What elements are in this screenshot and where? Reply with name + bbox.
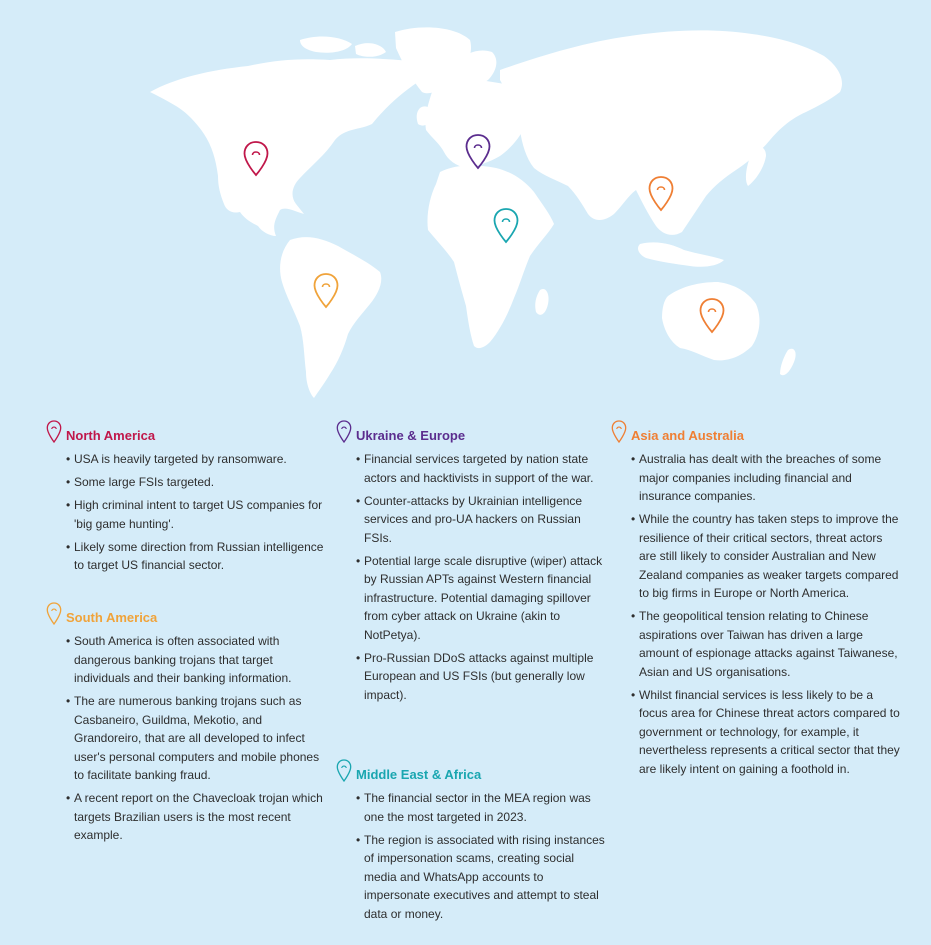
asia-australia-heading-pin-icon xyxy=(611,420,627,444)
south-america-title: South America xyxy=(66,610,158,625)
asia-australia-title: Asia and Australia xyxy=(631,428,744,443)
list-item: • Financial services targeted by nation state actors and hacktivists in support of the war. xyxy=(356,450,606,487)
madagascar-landmass xyxy=(535,289,548,315)
africa-landmass xyxy=(427,165,554,348)
middle-east-africa-heading-pin-icon xyxy=(336,759,352,783)
north-america-heading xyxy=(46,418,326,444)
ukraine-europe-section xyxy=(336,418,606,709)
list-item: • Australia has dealt with the breaches of some major companies including financial and insurance companies. xyxy=(631,450,901,506)
north-america-list xyxy=(46,450,326,575)
ukraine-europe-heading xyxy=(336,418,606,444)
south-america-heading xyxy=(46,600,326,626)
north-america-heading-pin-icon xyxy=(46,420,62,444)
list-item: • Whilst financial services is less likely to be a focus area for Chinese threat actors compared to government or technology, for example, it nevertheless represents a critical sector that they are likely intent on gaining a foothold in. xyxy=(631,686,901,779)
south-america-list xyxy=(46,632,326,845)
north-america-landmass xyxy=(150,58,425,236)
list-item: • A recent report on the Chavecloak trojan which targets Brazilian users is the most recent example. xyxy=(66,789,326,845)
asia-australia-list xyxy=(611,450,901,778)
south-america-landmass xyxy=(280,237,381,398)
middle-east-africa-heading xyxy=(336,757,606,783)
list-item: • South America is often associated with dangerous banking trojans that target individuals and their banking information. xyxy=(66,632,326,688)
list-item: • Potential large scale disruptive (wiper) attack by Russian APTs against Western financial infrastructure. Potential damaging spillover from cyber attack on Ukraine (akin to NotPetya). xyxy=(356,552,606,645)
asia-pin-icon[interactable] xyxy=(647,175,675,213)
north-america-pin-icon[interactable] xyxy=(242,140,270,178)
middle-east-africa-section xyxy=(336,757,606,928)
arctic-islands-landmass xyxy=(300,37,386,57)
ukraine-europe-title: Ukraine & Europe xyxy=(356,428,466,443)
asia-australia-section xyxy=(611,418,901,783)
list-item: • The financial sector in the MEA region was one the most targeted in 2023. xyxy=(356,789,606,826)
list-item: • High criminal intent to target US companies for 'big game hunting'. xyxy=(66,496,326,533)
ukraine-europe-heading-pin-icon xyxy=(336,420,352,444)
australia-pin-icon[interactable] xyxy=(698,297,726,335)
list-item: • While the country has taken steps to improve the resilience of their critical sectors, threat actors are still likely to consider Australian and New Zealand companies as weaker targets compared to big firms in Europe or North America. xyxy=(631,510,901,603)
asia-australia-heading xyxy=(611,418,901,444)
list-item: • Likely some direction from Russian intelligence to target US financial sector. xyxy=(66,538,326,575)
south-america-section xyxy=(46,600,326,849)
list-item: • The region is associated with rising instances of impersonation scams, creating social media and WhatsApp accounts to impersonate executives and attempt to steal data or money. xyxy=(356,831,606,924)
new-zealand-landmass xyxy=(780,349,796,376)
middle-east-africa-pin-icon[interactable] xyxy=(492,207,520,245)
indonesia-landmass xyxy=(638,242,724,266)
world-map xyxy=(0,0,931,410)
list-item: • Counter-attacks by Ukrainian intelligence services and pro-UA hackers on Russian FSIs. xyxy=(356,492,606,548)
middle-east-africa-list xyxy=(336,789,606,923)
list-item: • Some large FSIs targeted. xyxy=(66,473,326,492)
list-item: • Pro-Russian DDoS attacks against multiple European and US FSIs (but generally low impact). xyxy=(356,649,606,705)
list-item: • The are numerous banking trojans such as Casbaneiro, Guildma, Mekotio, and Grandoreiro, that are all developed to infect user's personal computers and mobile phones to facilitate banking fraud. xyxy=(66,692,326,785)
list-item: • The geopolitical tension relating to Chinese aspirations over Taiwan has driven a large amount of espionage attacks against Taiwanese, Asian and US organisations. xyxy=(631,607,901,681)
ukraine-europe-list xyxy=(336,450,606,704)
south-america-heading-pin-icon xyxy=(46,602,62,626)
north-america-title: North America xyxy=(66,428,156,443)
north-america-section xyxy=(46,418,326,579)
south-america-pin-icon[interactable] xyxy=(312,272,340,310)
list-item: • USA is heavily targeted by ransomware. xyxy=(66,450,326,469)
ukraine-europe-pin-icon[interactable] xyxy=(464,133,492,171)
middle-east-africa-title: Middle East & Africa xyxy=(356,767,482,782)
